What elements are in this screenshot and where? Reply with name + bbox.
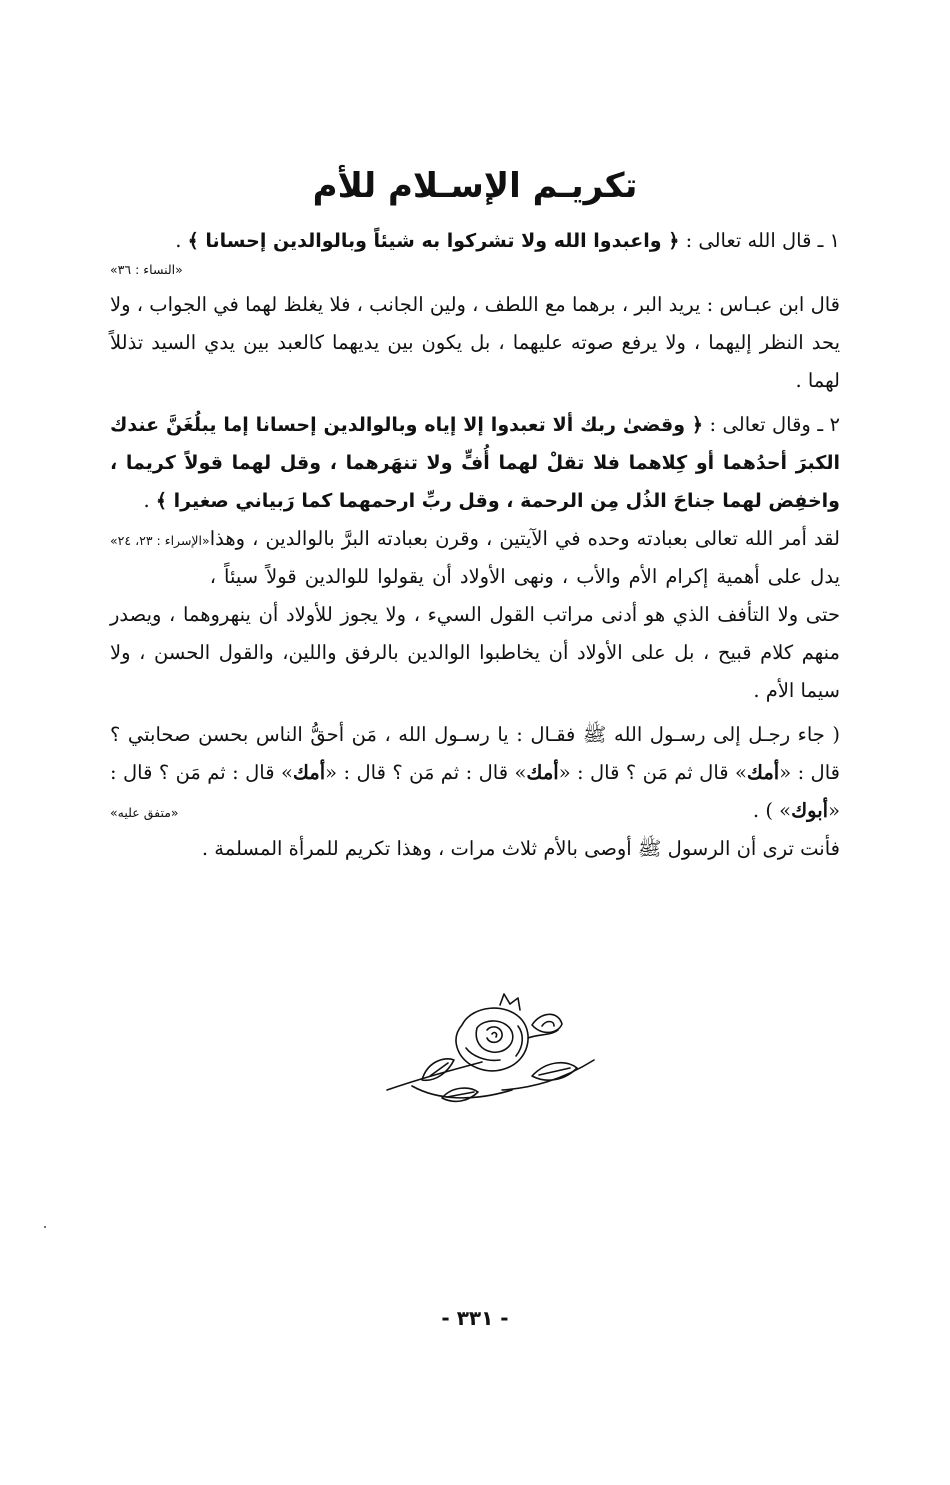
item-2-reference: «الإسراء : ٢٣، ٢٤» <box>110 533 210 548</box>
stray-dot <box>44 1226 46 1228</box>
item-1-lead: ١ ـ قال الله تعالى : <box>685 229 840 252</box>
hadith-part-5: » ) . <box>752 799 792 822</box>
hadith-reference: «متفق عليه» <box>110 805 179 820</box>
page <box>110 0 840 1485</box>
hadith-word-4: أبوك <box>791 799 829 822</box>
conclusion: فأنت ترى أن الرسول ﷺ أوصى بالأم ثلاث مرات ، وهذا تكريم للمرأة المسلمة . <box>201 837 840 860</box>
hadith-word-1: أمك <box>746 761 780 784</box>
item-1-tail: . <box>175 229 188 252</box>
hadith-part-4: » قال : ثم مَن ؟ قال : « <box>110 761 840 822</box>
item-2-verse-line <box>110 406 840 548</box>
page-number: - ٣٣١ - <box>441 1306 509 1330</box>
hadith-part-3: » قال : ثم مَن ؟ قال : « <box>325 761 527 784</box>
hadith-part-2: » قال ثم مَن ؟ قال : « <box>558 761 747 784</box>
hadith <box>110 716 840 830</box>
item-1-verse: ﴿ واعبدوا الله ولا تشركوا به شيئاً وبالوالدين إحسانا ﴾ <box>187 230 680 252</box>
item-2-tail: . <box>143 489 156 512</box>
item-2-commentary: لقد أمر الله تعالى بعبادته وحده في الآيتين ، وقرن بعبادته البرَّ بالوالدين ، وهذا يدل على أهمية إكرام الأم والأب ، ونهى الأولاد أن يقولوا للوالدين قولاً سيئاً ، حتى ولا التأفف الذي هو أدنى مراتب القول السيء ، ولا يجوز للأولاد أن ينهروهما ، ويصدر منهم كلام قبيح ، بل على الأولاد أن يخاطبوا الوالدين بالرفق واللين، والقول الحسن ، ولا سيما الأم . <box>110 527 840 702</box>
hadith-word-3: أمك <box>292 761 326 784</box>
rose-ornament <box>382 990 597 1120</box>
item-1-reference: «النساء : ٣٦» <box>110 262 183 277</box>
item-1-commentary: قال ابن عبـاس : يريد البر ، برهما مع اللطف ، ولين الجانب ، فلا يغلظ لهما في الجواب ، ولا يحد النظر إليهما ، ولا يرفع صوته عليهما ، بل يكون بين يديهما كالعبد بين يدي السيد تذللاً لهما . <box>110 293 840 392</box>
body-text <box>110 222 840 868</box>
item-2-lead: ٢ ـ وقال تعالى : <box>709 413 840 436</box>
hadith-word-2: أمك <box>526 761 559 784</box>
hadith-part-1: ( جاء رجـل إلى رسـول الله ﷺ فقـال : يا رسـول الله ، مَن أحقُّ الناس بحسن صحابتي ؟ قال : « <box>110 723 840 784</box>
item-2-verse: ﴿ وقضىٰ ربك ألا تعبدوا إلا إياه وبالوالدين إحسانا إما يبلُغَنَّ عندك الكبرَ أحدُهما أو كِلاهما فلا تقلْ لهما أُفٍّ ولا تنهَرهما ، وقل لهما قولاً كريما ، واخفِض لهما جناحَ الذُل مِن الرحمة ، وقل ربِّ ارحمهما كما رَبياني صغيرا ﴾ <box>110 414 840 512</box>
item-1-verse-line <box>110 222 840 260</box>
page-title: تكريـم الإسـلام للأم <box>312 166 638 206</box>
